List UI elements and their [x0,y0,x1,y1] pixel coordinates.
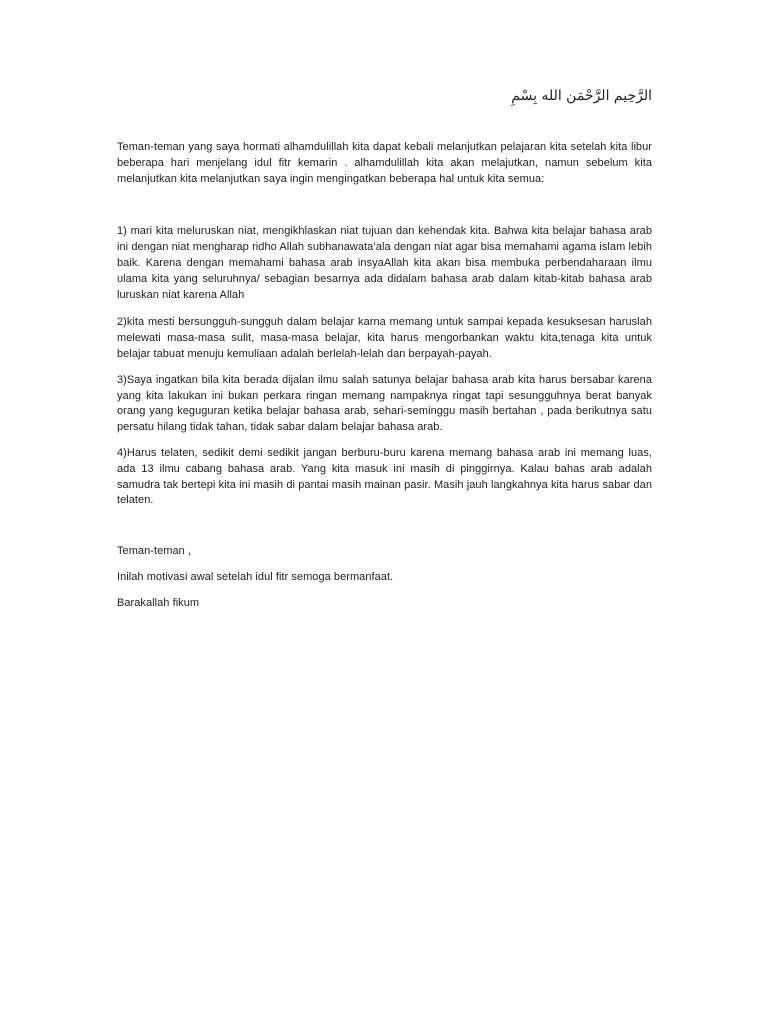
closing-message: Inilah motivasi awal setelah idul fitr semoga bermanfaat. [117,570,394,583]
point-paragraph-3: 3)Saya ingatkan bila kita berada dijalan ilmu salah satunya belajar bahasa arab kita harus bersabar karena yang kita lakukan ini bukan perkara ringan memang nampaknya ringat tapi sesungguhnya berat banyak orang yang keguguran ketika belajar bahasa arab, sehari-seminggu masih bertahan , pada berikutnya satu persatu hilang tidak tahan, tidak sabar dalam belajar bahasa arab. [117,373,652,434]
document-content [117,86,652,622]
closing-blessing: Barakallah fikum [117,596,200,609]
arabic-basmala-heading: الرَّحِيم الرَّحْمَن الله بِسْمِ [511,88,652,104]
point-paragraph-2: 2)kita mesti bersungguh-sungguh dalam belajar karna memang untuk sampai kepada kesuksesan haruslah melewati masa-masa sulit, masa-masa belajar, kita harus mengorbankan waktu kita,tenaga kita untuk belajar tabuat menuju kemuliaan adalah berlelah-lelah dan berpayah-payah. [117,316,652,360]
point-paragraph-4: 4)Harus telaten, sedikit demi sedikit jangan berburu-buru karena memang bahasa arab ini memang luas, ada 13 ilmu cabang bahasa arab. Yang kita masuk ini masih di pinggirnya. Kalau bahas arab adalah samudra tak bertepi kita ini masih di pantai masih mainan pasir. Masih jauh langkahnya kita harus sabar dan telaten. [117,446,652,507]
intro-paragraph: Teman-teman yang saya hormati alhamdulillah kita dapat kebali melanjutkan pelajaran kita setelah kita libur beberapa hari menjelang idul fitr kemarin . alhamdulillah kita akan melajutkan, namun sebelum kita melanjutkan kita melanjutkan saya ingin mengingatkan beberapa hal untuk kita semua: [117,141,652,185]
closing-greeting: Teman-teman , [117,545,192,558]
point-paragraph-1: 1) mari kita meluruskan niat, mengikhlaskan niat tujuan dan kehendak kita. Bahwa kita belajar bahasa arab ini dengan niat mengharap ridho Allah subhanawata’ala dengan niat agar bisa memahami agama islam lebih baik. Karena dengan memahami bahasa arab insyaAllah kita akan bisa membuka perbendaharaan ilmu ulama kita yang seluruhnya/ sebagian besarnya ada didalam bahasa arab dalam kitab-kitab bahasa arab luruskan niat karena Allah [117,225,652,301]
